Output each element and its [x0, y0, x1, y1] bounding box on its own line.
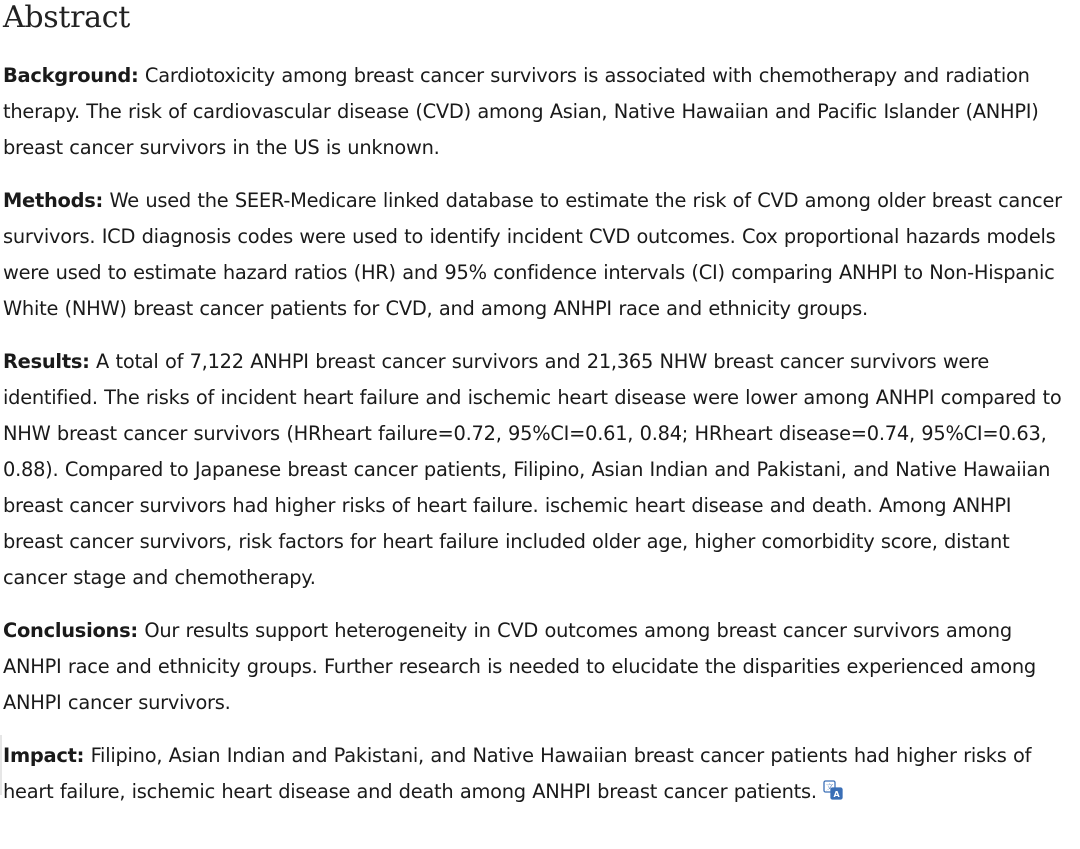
translate-icon-graphic	[823, 780, 843, 800]
section-conclusions	[3, 613, 1074, 721]
results-text: A total of 7,122 ANHPI breast cancer survivors and 21,365 NHW breast cancer survivors were identified. The risks of incident heart failure and ischemic heart disease were lower among ANHPI compared to NHW breast cancer survivors (HRheart failure=0.72, 95%CI=0.61, 0.84; HRheart disease=0.74, 95%CI=0.63, 0.88). Compared to Japanese breast cancer patients, Filipino, Asian Indian and Pakistani, and Native Hawaiian breast cancer survivors had higher risks of heart failure. ischemic heart disease and death. Among ANHPI breast cancer survivors, risk factors for heart failure included older age, higher comorbidity score, distant cancer stage and chemotherapy.	[3, 350, 1062, 589]
background-label: Background:	[3, 64, 139, 87]
conclusions-label: Conclusions:	[3, 619, 138, 642]
methods-text: We used the SEER-Medicare linked database to estimate the risk of CVD among older breast cancer survivors. ICD diagnosis codes were used to identify incident CVD outcomes. Cox proportional hazards models were used to estimate hazard ratios (HR) and 95% confidence intervals (CI) comparing ANHPI to Non-Hispanic White (NHW) breast cancer patients for CVD, and among ANHPI race and ethnicity groups.	[3, 189, 1062, 320]
conclusions-text: Our results support heterogeneity in CVD outcomes among breast cancer survivors among ANHPI race and ethnicity groups. Further research is needed to elucidate the disparities experienced among ANHPI cancer survivors.	[3, 619, 1036, 714]
abstract-heading: Abstract	[3, 0, 131, 35]
section-background	[3, 58, 1074, 166]
svg-text:文: 文	[825, 782, 833, 792]
translate-icon[interactable]	[823, 776, 843, 799]
impact-label: Impact:	[3, 744, 85, 767]
section-methods	[3, 183, 1074, 327]
impact-text: Filipino, Asian Indian and Pakistani, and Native Hawaiian breast cancer patients had higher risks of heart failure, ischemic heart disease and death among ANHPI breast cancer patients.	[3, 744, 1032, 803]
section-results	[3, 344, 1074, 596]
left-scroll-indicator	[0, 735, 2, 795]
background-text: Cardiotoxicity among breast cancer survivors is associated with chemotherapy and radiation therapy. The risk of cardiovascular disease (CVD) among Asian, Native Hawaiian and Pacific Islander (ANHPI) breast cancer survivors in the US is unknown.	[3, 64, 1039, 159]
methods-label: Methods:	[3, 189, 104, 212]
results-label: Results:	[3, 350, 90, 373]
section-impact	[3, 738, 1074, 810]
svg-text:A: A	[833, 789, 840, 799]
